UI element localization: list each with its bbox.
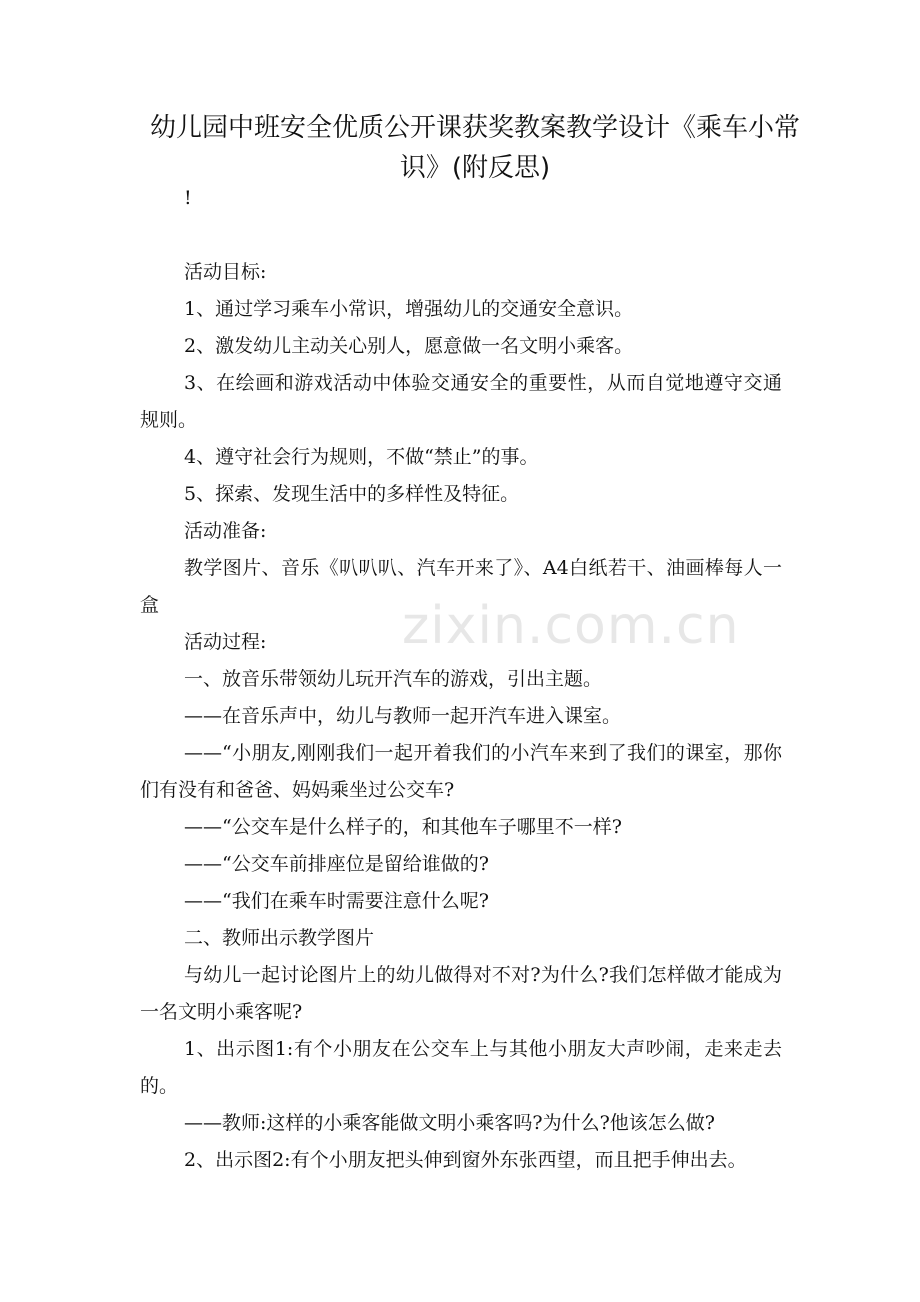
goal-item-1: 1、通过学习乘车小常识，增强幼儿的交通安全意识。 (184, 298, 634, 320)
document-title: 幼儿园中班安全优质公开课获奖教案教学设计《乘车小常识》(附反思) (150, 113, 801, 183)
paragraph-exclamation: ! (184, 187, 192, 209)
process-line: 与幼儿一起讨论图片上的幼儿做得对不对?为什么?我们怎样做才能成为一名文明小乘客呢? (140, 964, 782, 1023)
process-line: 2、出示图2:有个小朋友把头伸到窗外东张西望，而且把手伸出去。 (184, 1149, 747, 1171)
goal-item-2: 2、激发幼儿主动关心别人，愿意做一名文明小乘客。 (184, 335, 634, 357)
process-line: ——“公交车是什么样子的，和其他车子哪里不一样? (184, 816, 622, 838)
process-line: ——在音乐声中，幼儿与教师一起开汽车进入课室。 (184, 705, 622, 727)
document-body (140, 180, 782, 1179)
process-line: ——“小朋友,刚刚我们一起开着我们的小汽车来到了我们的课室，那你们有没有和爸爸、妈妈乘坐过公交车? (140, 742, 782, 801)
goal-item-3: 3、在绘画和游戏活动中体验交通安全的重要性，从而自觉地遵守交通规则。 (140, 372, 782, 431)
heading-activity-goals: 活动目标: (184, 261, 267, 283)
heading-activity-process: 活动过程: (184, 631, 267, 653)
process-line: ——“公交车前排座位是留给谁做的? (184, 853, 489, 875)
goal-item-4: 4、遵守社会行为规则，不做“禁止”的事。 (184, 446, 539, 468)
process-step-1: 一、放音乐带领幼儿玩开汽车的游戏，引出主题。 (184, 668, 603, 690)
process-line: ——教师:这样的小乘客能做文明小乘客吗?为什么?他该怎么做? (184, 1112, 715, 1134)
process-line: ——“我们在乘车时需要注意什么呢? (184, 890, 489, 912)
process-line: 1、出示图1:有个小朋友在公交车上与其他小朋友大声吵闹，走来走去的。 (140, 1038, 782, 1097)
paragraph-blank (140, 217, 782, 254)
watermark-text: zixin.com.cn (402, 596, 740, 656)
goal-item-5: 5、探索、发现生活中的多样性及特征。 (184, 483, 520, 505)
process-step-2: 二、教师出示教学图片 (184, 927, 375, 949)
heading-activity-preparation: 活动准备: (184, 520, 267, 542)
preparation-text: 教学图片、音乐《叭叭叭、汽车开来了》、A4白纸若干、油画棒每人一盒 (140, 557, 782, 616)
